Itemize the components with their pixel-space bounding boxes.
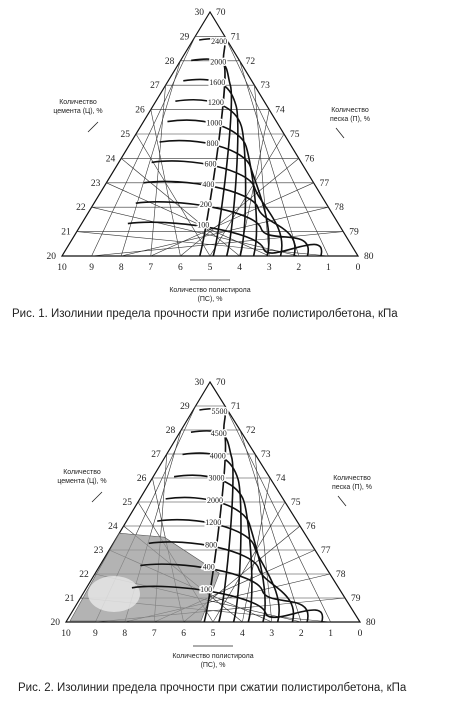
right-axis-label: песка (П), % [331, 484, 373, 491]
left-tick-label: 20 [46, 252, 56, 262]
isoline-label: 2000 [207, 495, 224, 505]
left-tick-label: 29 [179, 32, 190, 43]
isoline-label: 400 [202, 562, 215, 572]
isoline-label: 800 [205, 540, 218, 550]
left-axis-label: Количество [59, 99, 97, 106]
left-tick-label: 20 [50, 618, 60, 628]
right-axis-arrow [338, 496, 346, 506]
left-tick-label: 22 [76, 203, 86, 214]
bottom-tick-label: 5 [210, 629, 216, 639]
bottom-tick-label: 3 [266, 263, 272, 273]
right-tick-label: 79 [349, 227, 359, 238]
bottom-tick-label: 10 [61, 629, 71, 639]
right-tick-label: 79 [351, 594, 361, 604]
bottom-tick-label: 4 [237, 263, 242, 273]
isoline-label: 3000 [208, 473, 225, 483]
bottom-tick-label: 1 [328, 629, 333, 639]
grid-line [213, 502, 285, 622]
isoline-label: 1200 [205, 518, 222, 528]
right-tick-label: 77 [321, 546, 331, 556]
bottom-tick-label: 9 [89, 263, 94, 273]
isoline-label: 600 [204, 159, 217, 169]
bottom-axis-label: (ПС), % [197, 296, 223, 303]
left-tick-label: 30 [194, 8, 204, 18]
isoline-label: 1000 [206, 118, 223, 128]
right-tick-label: 73 [260, 81, 270, 92]
bottom-tick-label: 8 [122, 629, 128, 639]
right-axis-label: Количество [331, 107, 369, 114]
right-tick-label: 80 [366, 618, 376, 628]
bottom-axis-label: Количество полистирола [169, 287, 251, 294]
right-tick-label: 70 [216, 8, 226, 18]
left-tick-label: 24 [108, 522, 118, 532]
right-tick-label: 76 [306, 522, 316, 532]
ternary-diagram-2 [0, 370, 460, 670]
right-tick-label: 71 [231, 402, 241, 412]
bottom-tick-label: 10 [57, 263, 67, 273]
bottom-tick-label: 7 [151, 629, 157, 639]
isoline-label: 100 [197, 220, 210, 230]
left-tick-label: 27 [151, 450, 161, 460]
isoline-label: 4500 [210, 429, 227, 439]
right-tick-label: 74 [276, 474, 286, 484]
right-axis-label: песка (П), % [329, 116, 371, 123]
left-tick-label: 21 [64, 594, 75, 604]
bottom-tick-label: 6 [178, 263, 183, 273]
right-tick-label: 71 [230, 32, 241, 43]
isoline-label: 100 [200, 584, 213, 594]
left-tick-label: 24 [105, 154, 116, 165]
bottom-tick-label: 1 [326, 263, 331, 273]
left-tick-label: 21 [61, 227, 71, 238]
right-tick-label: 75 [291, 498, 301, 508]
isoline-label: 1600 [209, 77, 226, 87]
bottom-tick-label: 3 [269, 629, 275, 639]
left-tick-label: 23 [90, 178, 101, 189]
right-tick-label: 72 [246, 426, 256, 436]
left-tick-label: 23 [93, 546, 104, 556]
left-tick-label: 26 [135, 105, 145, 116]
left-tick-label: 28 [165, 426, 176, 436]
bottom-tick-label: 2 [298, 629, 304, 639]
bottom-tick-label: 4 [240, 629, 245, 639]
bottom-axis-label: (ПС), % [200, 662, 226, 669]
right-tick-label: 70 [216, 378, 226, 388]
left-tick-label: 22 [79, 570, 89, 580]
bottom-tick-label: 0 [357, 629, 363, 639]
bottom-tick-label: 8 [118, 263, 124, 273]
right-tick-label: 72 [245, 56, 256, 67]
left-axis-label: цемента (Ц), % [57, 478, 107, 485]
bottom-tick-label: 9 [93, 629, 98, 639]
right-tick-label: 77 [319, 178, 330, 189]
left-axis-arrow [92, 492, 102, 502]
figure-1-caption: Рис. 1. Изолинии предела прочности при изгибе полистиролбетона, кПа [12, 308, 398, 320]
figure-1 [0, 0, 460, 303]
bottom-tick-label: 7 [148, 263, 154, 273]
left-tick-label: 29 [180, 402, 190, 412]
right-tick-label: 78 [336, 570, 346, 580]
left-tick-label: 30 [194, 378, 204, 388]
isoline-label: 400 [202, 179, 215, 189]
isoline [144, 181, 295, 256]
grid-line [136, 134, 210, 256]
bottom-tick-label: 6 [181, 629, 186, 639]
right-axis-arrow [336, 128, 344, 138]
isoline-label: 800 [206, 139, 219, 148]
isoline-label: 1200 [207, 98, 224, 108]
figure-2 [0, 370, 460, 670]
left-tick-label: 26 [136, 474, 147, 484]
right-tick-label: 78 [334, 203, 344, 214]
right-tick-label: 73 [261, 450, 271, 460]
isoline-label: 4000 [209, 451, 226, 461]
figure-2-caption: Рис. 2. Изолинии предела прочности при сжатии полистиролбетона, кПа [18, 682, 407, 694]
bottom-tick-label: 0 [355, 263, 361, 273]
right-tick-label: 75 [290, 130, 300, 140]
shaded-region-highlight [88, 576, 140, 612]
right-tick-label: 74 [275, 105, 285, 116]
right-tick-label: 80 [364, 252, 374, 262]
left-tick-label: 28 [164, 56, 175, 67]
left-tick-label: 25 [122, 498, 132, 508]
isoline-label: 200 [199, 200, 212, 210]
left-axis-label: цемента (Ц), % [53, 108, 103, 115]
left-tick-label: 25 [120, 130, 130, 140]
left-tick-label: 27 [150, 81, 160, 92]
right-axis-label: Количество [333, 475, 371, 482]
isoline-label: 2400 [211, 37, 228, 46]
bottom-axis-label: Количество полистирола [172, 653, 254, 660]
right-tick-label: 76 [304, 154, 315, 165]
isoline-label: 2000 [210, 57, 227, 67]
isoline-label: 5500 [211, 407, 228, 416]
bottom-tick-label: 2 [296, 263, 302, 273]
left-axis-arrow [88, 122, 98, 132]
left-axis-label: Количество [63, 469, 101, 476]
ternary-diagram-1 [0, 0, 460, 303]
bottom-tick-label: 5 [207, 263, 213, 273]
